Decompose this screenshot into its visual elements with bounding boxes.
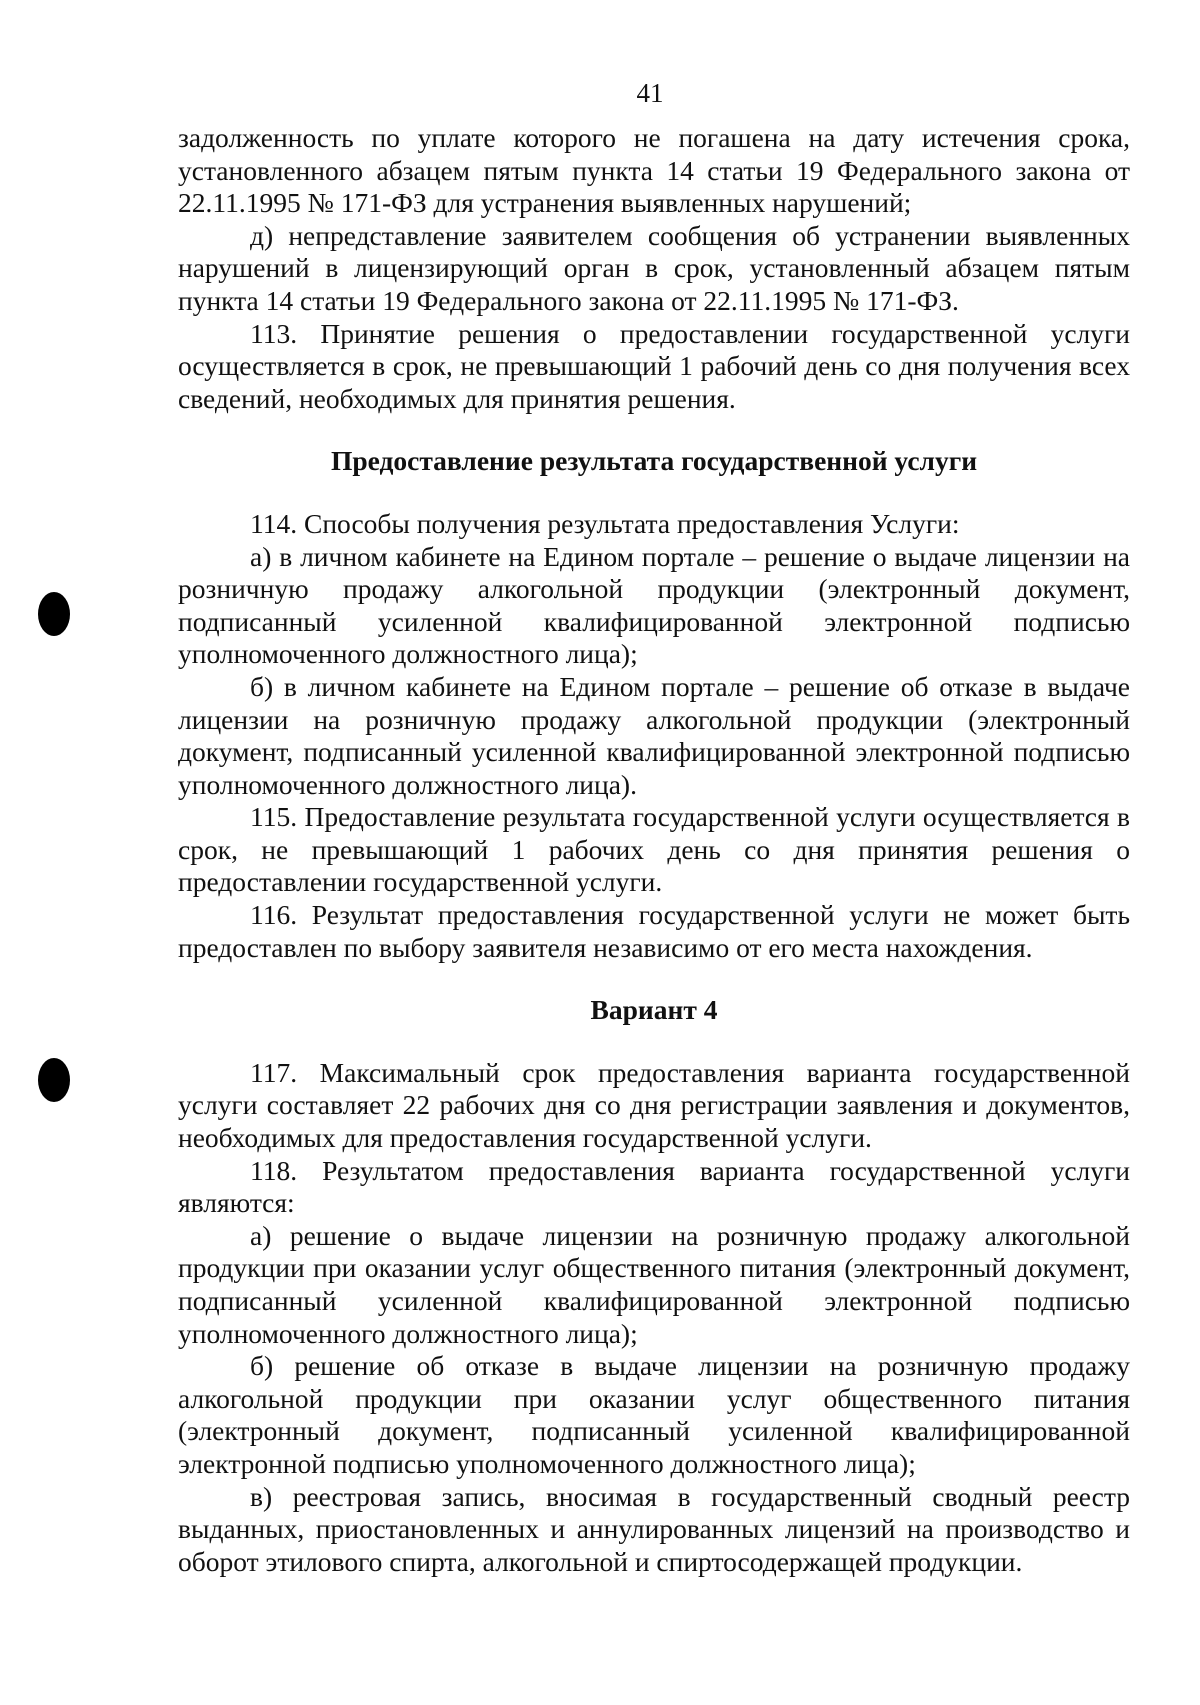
paragraph-item-d: д) непредставление заявителем сообщения об устранении выявленных нарушений в лицензирующий орган в срок, установленный абзацем пятым пункта 14 статьи 19 Федерального закона от 22.11.1995 № 171-ФЗ.	[178, 219, 1130, 316]
punch-hole	[38, 592, 70, 636]
paragraph-118-v: в) реестровая запись, вносимая в государственный сводный реестр выданных, приостановленных и аннулированных лицензий на производство и оборот этилового спирта, алкогольной и спиртосодержащей продукции.	[178, 1480, 1130, 1577]
paragraph-114-a: а) в личном кабинете на Едином портале – решение о выдаче лицензии на розничную продажу алкогольной продукции (электронный документ, подписанный усиленной квалифицированной электронной подписью уполномоченного должностного лица);	[178, 540, 1130, 670]
paragraph-114-b: б) в личном кабинете на Едином портале – решение об отказе в выдаче лицензии на розничную продажу алкогольной продукции (электронный документ, подписанный усиленной квалифицированной электронной подписью уполномоченного должностного лица).	[178, 670, 1130, 800]
paragraph-118-b: б) решение об отказе в выдаче лицензии на розничную продажу алкогольной продукции при оказании услуг общественного питания (электронный документ, подписанный усиленной квалифицированной электронной подписью уполномоченного должностного лица);	[178, 1350, 1130, 1479]
punch-hole	[38, 1058, 70, 1102]
paragraph-118: 118. Результатом предоставления варианта государственной услуги являются:	[178, 1154, 1130, 1219]
paragraph-115: 115. Предоставление результата государственной услуги осуществляется в срок, не превышающий 1 рабочих день со дня принятия решения о предоставлении государственной услуги.	[178, 801, 1130, 898]
section-heading-variant-4: Вариант 4	[590, 994, 718, 1026]
page-number: 41	[636, 78, 664, 108]
paragraph-118-a: а) решение о выдаче лицензии на розничную продажу алкогольной продукции при оказании услуг общественного питания (электронный документ, подписанный усиленной квалифицированной электронной подписью уполномоченного должностного лица);	[178, 1219, 1130, 1349]
document-body	[178, 122, 1130, 1578]
paragraph-117: 117. Максимальный срок предоставления варианта государственной услуги составляет 22 рабочих дня со дня регистрации заявления и документов, необходимых для предоставления государственной услуги.	[178, 1056, 1130, 1154]
paragraph-113: 113. Принятие решения о предоставлении государственной услуги осуществляется в срок, не превышающий 1 рабочий день со дня получения всех сведений, необходимых для принятия решения.	[178, 317, 1130, 414]
paragraph-114: 114. Способы получения результата предоставления Услуги:	[250, 507, 960, 539]
section-heading-result: Предоставление результата государственной услуги	[330, 445, 978, 477]
paragraph-116: 116. Результат предоставления государственной услуги не может быть предоставлен по выбору заявителя независимо от его места нахождения.	[178, 899, 1130, 963]
paragraph-continuation: задолженность по уплате которого не погашена на дату истечения срока, установленного абзацем пятым пункта 14 статьи 19 Федерального закона от 22.11.1995 № 171-ФЗ для устранения выявленных нарушений;	[178, 122, 1130, 219]
